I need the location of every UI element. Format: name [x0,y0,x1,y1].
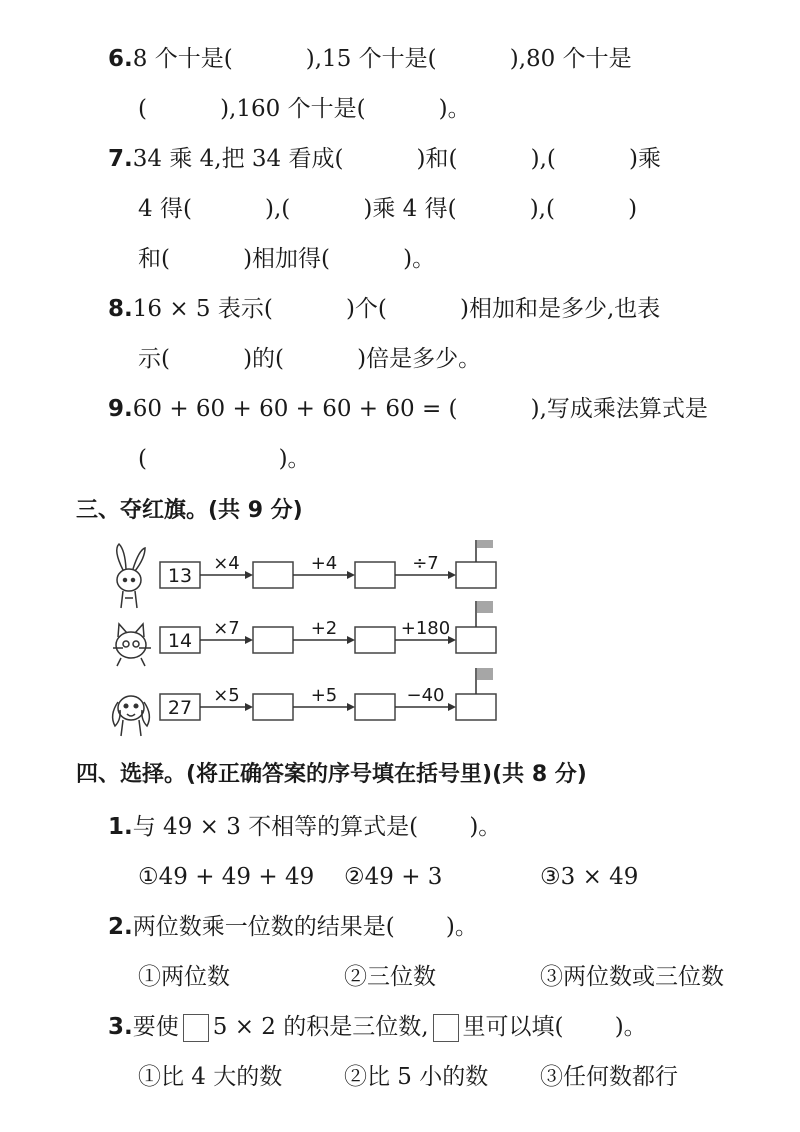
start-number: 14 [167,630,193,652]
answer-box[interactable] [456,562,496,588]
operation-label: −40 [406,685,445,706]
red-flag-icon [477,601,493,613]
blank-box[interactable] [433,1014,459,1042]
operation-label: ×5 [213,685,240,706]
operation-label: ×7 [213,618,240,639]
question-text: 16 × 5 表示( )个( )相加和是多少,也表 [132,296,661,322]
choice-1-option-1[interactable]: ①49 + 49 + 49 [138,864,315,890]
dog-icon [113,696,150,736]
answer-box[interactable] [355,694,395,720]
rabbit-icon [117,544,145,608]
arrow-head-icon [245,703,253,711]
red-flag-icon [477,668,493,680]
question-text: 34 乘 4,把 34 看成( )和( ),( )乘 [132,146,661,172]
answer-box[interactable] [456,694,496,720]
question-text: 示( )的( )倍是多少。 [138,346,482,372]
answer-box[interactable] [355,562,395,588]
choice-1-option-2[interactable]: ②49 + 3 [344,864,443,890]
question-number: 9. [108,396,133,422]
choice-3-option-1[interactable]: ①比 4 大的数 [138,1064,283,1090]
operation-label: ÷7 [412,553,439,574]
question-text: 60 + 60 + 60 + 60 + 60 = ( ),写成乘法算式是 [132,396,708,422]
choice-2-option-2[interactable]: ②三位数 [344,964,436,990]
arrow-head-icon [245,571,253,579]
question-text: ( ),160 个十是( )。 [138,96,471,122]
question-number: 8. [108,296,133,322]
question-number: 7. [108,146,133,172]
choice-1-option-3[interactable]: ③3 × 49 [540,864,639,890]
question-text: ( )。 [138,446,311,472]
question-text: 5 × 2 的积是三位数, [212,1014,429,1040]
question-7-line-1 [108,144,661,174]
arrow-head-icon [448,703,456,711]
operation-label: +180 [400,618,451,639]
question-9-line-2 [138,444,311,474]
question-text: 和( )相加得( )。 [138,246,436,272]
question-8-line-1 [108,294,660,324]
operation-label: ×4 [213,553,240,574]
arrow-head-icon [347,703,355,711]
answer-box[interactable] [456,627,496,653]
start-number: 27 [167,697,193,719]
answer-box[interactable] [253,562,293,588]
arrow-head-icon [245,636,253,644]
question-number: 2. [108,914,133,940]
choice-2-option-3[interactable]: ③两位数或三位数 [540,964,724,990]
operation-label: +4 [310,553,338,574]
choice-2-option-1[interactable]: ①两位数 [138,964,230,990]
choice-question-2 [108,912,478,942]
question-text: 里可以填( )。 [462,1014,647,1040]
blank-box[interactable] [183,1014,209,1042]
question-text: 4 得( ),( )乘 4 得( ),( ) [138,196,638,222]
flag-race-diagram [105,540,525,740]
choice-question-3 [108,1012,647,1042]
section-4-title: 四、选择。(将正确答案的序号填在括号里)(共 8 分) [76,762,587,787]
question-text: 与 49 × 3 不相等的算式是( )。 [132,814,502,840]
section-3-title: 三、夺红旗。(共 9 分) [76,498,303,523]
choice-3-option-3[interactable]: ③任何数都行 [540,1064,678,1090]
question-6-line-2 [138,94,471,124]
answer-box[interactable] [253,694,293,720]
cat-icon [113,624,151,666]
answer-box[interactable] [355,627,395,653]
red-flag-icon [477,540,493,548]
question-number: 6. [108,46,133,72]
question-text: 两位数乘一位数的结果是( )。 [132,914,478,940]
question-text: 要使 [132,1014,179,1040]
choice-question-1 [108,812,501,842]
question-9-line-1 [108,394,708,424]
question-7-line-3 [138,244,435,274]
operation-label: +2 [310,618,338,639]
question-text: 8 个十是( ),15 个十是( ),80 个十是 [132,46,632,72]
arrow-head-icon [448,571,456,579]
question-number: 1. [108,814,133,840]
arrow-head-icon [347,571,355,579]
operation-label: +5 [310,685,338,706]
start-number: 13 [167,565,193,587]
arrow-head-icon [347,636,355,644]
question-8-line-2 [138,344,481,374]
question-number: 3. [108,1014,133,1040]
choice-3-option-2[interactable]: ②比 5 小的数 [344,1064,489,1090]
question-6-line-1 [108,44,632,74]
question-7-line-2 [138,194,637,224]
answer-box[interactable] [253,627,293,653]
